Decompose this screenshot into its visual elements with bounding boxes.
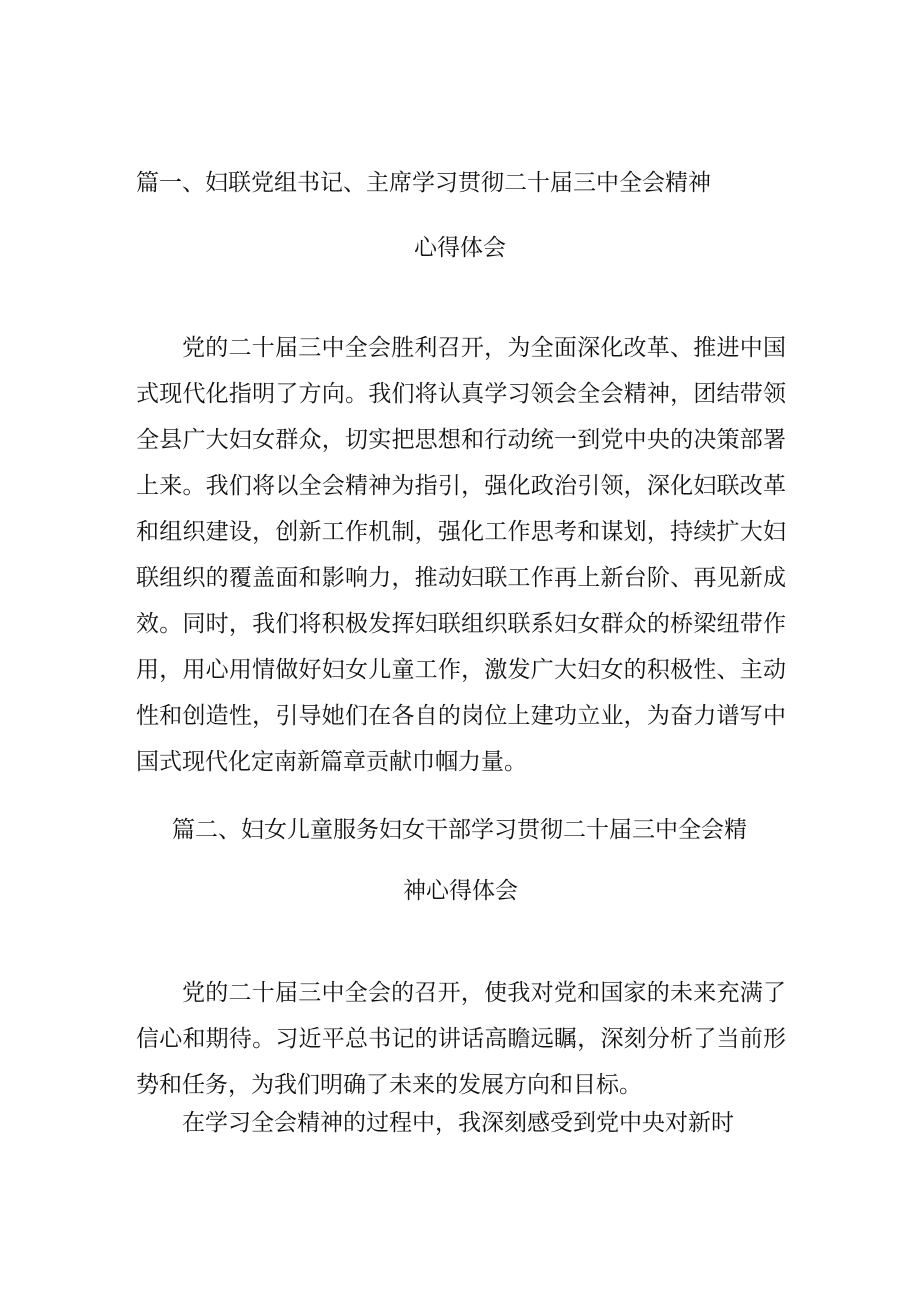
section1-paragraph: 党的二十届三中全会胜利召开，为全面深化改革、推进中国式现代化指明了方向。我们将认真学习领会全会精神，团结带领全县广大妇女群众，切实把思想和行动统一到党中央的决策部署上来。我们将以全会精神为指引，强化政治引领，深化妇联改革和组织建设，创新工作机制，强化工作思考和谋划，持续扩大妇联组织的覆盖面和影响力，推动妇联工作再上新台阶、再见新成效。同时，我们将积极发挥妇联组织联系妇女群众的桥梁纽带作用，用心用情做好妇女儿童工作，激发广大妇女的积极性、主动性和创造性，引导她们在各自的岗位上建功立业，为奋力谱写中国式现代化定南新篇章贡献巾帼力量。	[136, 335, 786, 775]
section1-title-line2: 心得体会	[414, 235, 506, 261]
section2-title-line2: 神心得体会	[403, 878, 518, 904]
section1-title-line1: 篇一、妇联党组书记、主席学习贯彻二十届三中全会精神	[136, 170, 711, 196]
section2-paragraph1: 党的二十届三中全会的召开，使我对党和国家的未来充满了信心和期待。习近平总书记的讲话高瞻远瞩，深刻分析了当前形势和任务，为我们明确了未来的发展方向和目标。	[136, 980, 786, 1098]
section2-paragraph2: 在学习全会精神的过程中，我深刻感受到党中央对新时	[182, 1110, 734, 1136]
section2-title-line1: 篇二、妇女儿童服务妇女干部学习贯彻二十届三中全会精	[172, 817, 747, 843]
